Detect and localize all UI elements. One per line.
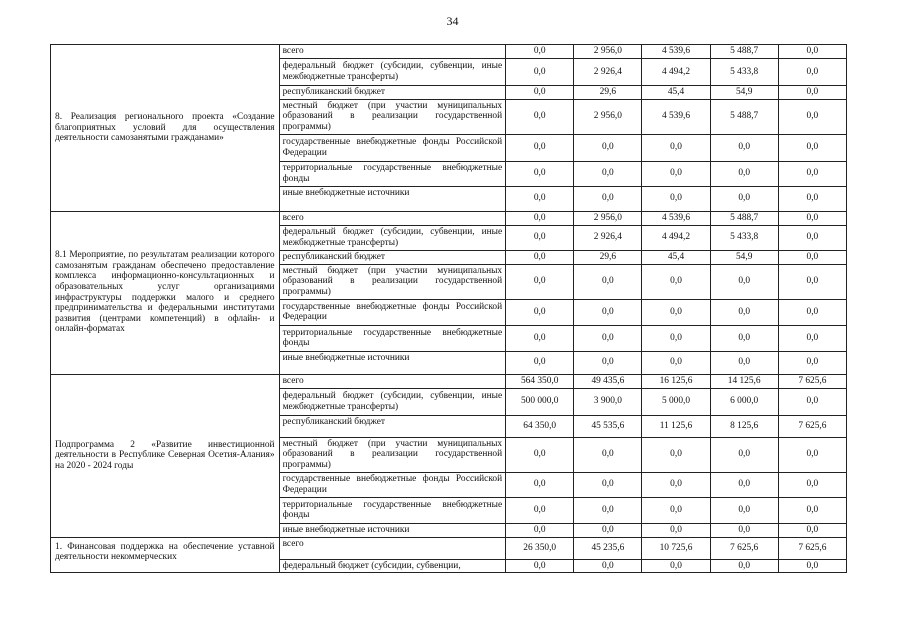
funding-source: федеральный бюджет (субсидии, субвенции, иные межбюджетные трансферты) — [279, 59, 506, 86]
amount-cell: 16 125,6 — [642, 374, 710, 388]
amount-cell: 4 494,2 — [642, 225, 710, 250]
amount-cell: 0,0 — [574, 134, 642, 161]
amount-cell: 0,0 — [778, 186, 846, 211]
amount-cell: 500 000,0 — [506, 388, 574, 415]
funding-source: государственные внебюджетные фонды Российской Федерации — [279, 472, 506, 497]
amount-cell: 0,0 — [778, 264, 846, 299]
amount-cell: 7 625,6 — [778, 374, 846, 388]
section-name: Подпрограмма 2 «Развитие инвестиционной деятельности в Республике Северная Осетия-Алания» на 2020 - 2024 годы — [51, 374, 280, 537]
amount-cell: 0,0 — [710, 186, 778, 211]
funding-source: территориальные государственные внебюджетные фонды — [279, 325, 506, 351]
amount-cell: 0,0 — [506, 497, 574, 523]
amount-cell: 7 625,6 — [778, 537, 846, 559]
amount-cell: 45,4 — [642, 86, 710, 100]
amount-cell: 64 350,0 — [506, 415, 574, 437]
amount-cell: 0,0 — [778, 351, 846, 374]
amount-cell: 0,0 — [710, 351, 778, 374]
amount-cell: 5 000,0 — [642, 388, 710, 415]
funding-source: территориальные государственные внебюджетные фонды — [279, 161, 506, 186]
amount-cell: 11 125,6 — [642, 415, 710, 437]
amount-cell: 0,0 — [778, 99, 846, 134]
funding-source: местный бюджет (при участии муниципальных образований в реализации государственной программы) — [279, 437, 506, 472]
amount-cell: 0,0 — [642, 472, 710, 497]
amount-cell: 0,0 — [778, 225, 846, 250]
amount-cell: 0,0 — [710, 497, 778, 523]
amount-cell: 0,0 — [778, 211, 846, 225]
amount-cell: 0,0 — [778, 250, 846, 264]
section-name: 8.1 Мероприятие, по результатам реализации которого самозанятым гражданам обеспечено предоставление комплекса информационно-консультационных и образовательных услуг организациями инфраструктуры поддержки малого и среднего предпринимательства и федеральными институтами развития (центрами компетенций) в офлайн- и онлайн-форматах — [51, 211, 280, 374]
funding-source: иные внебюджетные источники — [279, 351, 506, 374]
funding-source: республиканский бюджет — [279, 86, 506, 100]
amount-cell: 4 494,2 — [642, 59, 710, 86]
amount-cell: 0,0 — [506, 86, 574, 100]
amount-cell: 0,0 — [642, 264, 710, 299]
amount-cell: 29,6 — [574, 250, 642, 264]
funding-source: всего — [279, 374, 506, 388]
amount-cell: 0,0 — [506, 99, 574, 134]
amount-cell: 0,0 — [574, 559, 642, 573]
amount-cell: 0,0 — [506, 264, 574, 299]
amount-cell: 0,0 — [710, 325, 778, 351]
amount-cell: 0,0 — [574, 497, 642, 523]
amount-cell: 5 488,7 — [710, 99, 778, 134]
funding-source: государственные внебюджетные фонды Российской Федерации — [279, 134, 506, 161]
section-name: 8. Реализация регионального проекта «Создание благоприятных условий для осуществления деятельности самозанятыми гражданами» — [51, 45, 280, 212]
funding-source: всего — [279, 45, 506, 59]
section-name: 1. Финансовая поддержка на обеспечение уставной деятельности некоммерческих — [51, 537, 280, 573]
amount-cell: 0,0 — [778, 472, 846, 497]
funding-source: государственные внебюджетные фонды Российской Федерации — [279, 299, 506, 325]
amount-cell: 0,0 — [710, 559, 778, 573]
amount-cell: 0,0 — [710, 472, 778, 497]
amount-cell: 0,0 — [778, 299, 846, 325]
amount-cell: 0,0 — [778, 559, 846, 573]
amount-cell: 2 956,0 — [574, 99, 642, 134]
amount-cell: 0,0 — [506, 437, 574, 472]
amount-cell: 0,0 — [506, 211, 574, 225]
amount-cell: 54,9 — [710, 250, 778, 264]
amount-cell: 0,0 — [778, 86, 846, 100]
table-row — [51, 45, 847, 59]
amount-cell: 0,0 — [574, 325, 642, 351]
amount-cell: 0,0 — [642, 351, 710, 374]
funding-source: местный бюджет (при участии муниципальных образований в реализации государственной программы) — [279, 264, 506, 299]
amount-cell: 0,0 — [778, 134, 846, 161]
amount-cell: 45 235,6 — [574, 537, 642, 559]
amount-cell: 0,0 — [642, 299, 710, 325]
amount-cell: 8 125,6 — [710, 415, 778, 437]
amount-cell: 0,0 — [506, 351, 574, 374]
amount-cell: 564 350,0 — [506, 374, 574, 388]
amount-cell: 0,0 — [506, 559, 574, 573]
amount-cell: 2 926,4 — [574, 225, 642, 250]
amount-cell: 0,0 — [506, 299, 574, 325]
amount-cell: 0,0 — [710, 134, 778, 161]
funding-source: всего — [279, 211, 506, 225]
amount-cell: 5 488,7 — [710, 45, 778, 59]
amount-cell: 0,0 — [710, 161, 778, 186]
amount-cell: 54,9 — [710, 86, 778, 100]
funding-source: федеральный бюджет (субсидии, субвенции, иные межбюджетные трансферты) — [279, 388, 506, 415]
funding-source: федеральный бюджет (субсидии, субвенции, иные межбюджетные трансферты) — [279, 225, 506, 250]
amount-cell: 0,0 — [574, 437, 642, 472]
amount-cell: 0,0 — [710, 437, 778, 472]
amount-cell: 0,0 — [574, 472, 642, 497]
page-number: 34 — [446, 14, 459, 28]
amount-cell: 0,0 — [506, 250, 574, 264]
amount-cell: 45 535,6 — [574, 415, 642, 437]
funding-source: всего — [279, 537, 506, 559]
amount-cell: 0,0 — [574, 523, 642, 537]
amount-cell: 0,0 — [506, 134, 574, 161]
amount-cell: 0,0 — [574, 161, 642, 186]
amount-cell: 0,0 — [710, 299, 778, 325]
amount-cell: 0,0 — [642, 161, 710, 186]
table-row — [51, 374, 847, 388]
amount-cell: 0,0 — [710, 264, 778, 299]
amount-cell: 0,0 — [778, 523, 846, 537]
amount-cell: 0,0 — [574, 264, 642, 299]
amount-cell: 0,0 — [778, 497, 846, 523]
amount-cell: 0,0 — [642, 437, 710, 472]
amount-cell: 0,0 — [778, 161, 846, 186]
funding-source: территориальные государственные внебюджетные фонды — [279, 497, 506, 523]
amount-cell: 2 956,0 — [574, 211, 642, 225]
amount-cell: 6 000,0 — [710, 388, 778, 415]
amount-cell: 0,0 — [710, 523, 778, 537]
amount-cell: 14 125,6 — [710, 374, 778, 388]
amount-cell: 0,0 — [778, 59, 846, 86]
amount-cell: 0,0 — [506, 523, 574, 537]
amount-cell: 0,0 — [642, 559, 710, 573]
amount-cell: 4 539,6 — [642, 45, 710, 59]
amount-cell: 0,0 — [506, 59, 574, 86]
amount-cell: 10 725,6 — [642, 537, 710, 559]
amount-cell: 0,0 — [506, 161, 574, 186]
amount-cell: 0,0 — [642, 186, 710, 211]
financing-table — [50, 44, 847, 573]
amount-cell: 49 435,6 — [574, 374, 642, 388]
amount-cell: 0,0 — [642, 134, 710, 161]
funding-source: местный бюджет (при участии муниципальных образований в реализации государственной программы) — [279, 99, 506, 134]
table-row — [51, 211, 847, 225]
amount-cell: 29,6 — [574, 86, 642, 100]
amount-cell: 0,0 — [574, 351, 642, 374]
amount-cell: 0,0 — [778, 388, 846, 415]
funding-source: иные внебюджетные источники — [279, 523, 506, 537]
amount-cell: 0,0 — [574, 299, 642, 325]
table-row — [51, 537, 847, 559]
amount-cell: 2 926,4 — [574, 59, 642, 86]
amount-cell: 7 625,6 — [778, 415, 846, 437]
amount-cell: 4 539,6 — [642, 211, 710, 225]
amount-cell: 0,0 — [642, 497, 710, 523]
amount-cell: 0,0 — [642, 325, 710, 351]
amount-cell: 0,0 — [506, 186, 574, 211]
funding-source: федеральный бюджет (субсидии, субвенции, — [279, 559, 506, 573]
amount-cell: 4 539,6 — [642, 99, 710, 134]
amount-cell: 3 900,0 — [574, 388, 642, 415]
amount-cell: 0,0 — [506, 45, 574, 59]
amount-cell: 0,0 — [778, 437, 846, 472]
funding-source: республиканский бюджет — [279, 250, 506, 264]
amount-cell: 0,0 — [778, 45, 846, 59]
amount-cell: 0,0 — [574, 186, 642, 211]
funding-source: иные внебюджетные источники — [279, 186, 506, 211]
amount-cell: 0,0 — [506, 225, 574, 250]
amount-cell: 45,4 — [642, 250, 710, 264]
amount-cell: 0,0 — [506, 472, 574, 497]
amount-cell: 2 956,0 — [574, 45, 642, 59]
amount-cell: 0,0 — [778, 325, 846, 351]
funding-source: республиканский бюджет — [279, 415, 506, 437]
amount-cell: 26 350,0 — [506, 537, 574, 559]
amount-cell: 7 625,6 — [710, 537, 778, 559]
amount-cell: 0,0 — [642, 523, 710, 537]
financing-table-body — [51, 45, 847, 573]
amount-cell: 5 488,7 — [710, 211, 778, 225]
amount-cell: 5 433,8 — [710, 225, 778, 250]
amount-cell: 0,0 — [506, 325, 574, 351]
amount-cell: 5 433,8 — [710, 59, 778, 86]
